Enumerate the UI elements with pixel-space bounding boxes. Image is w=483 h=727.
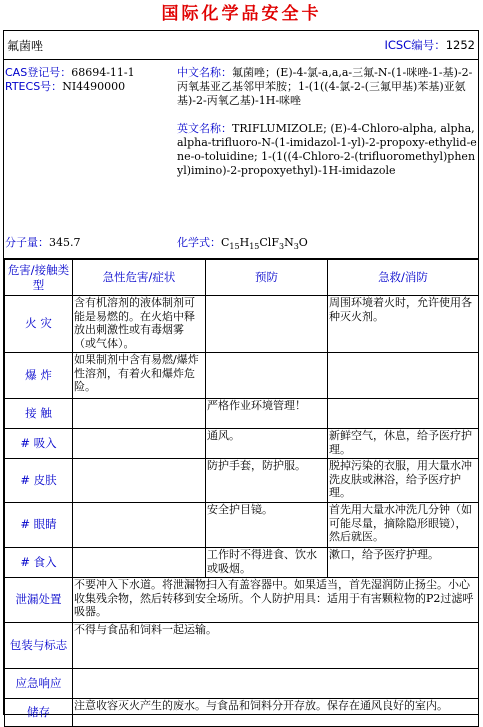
cell-prevention: 安全护目镜。	[206, 503, 328, 548]
row-spillage	[5, 578, 479, 623]
cell-acute	[73, 548, 206, 578]
cell-first-aid: 周围环境着火时，允许使用各种灭火剂。	[328, 296, 479, 353]
safety-card	[3, 30, 479, 719]
row-explosion	[5, 353, 479, 399]
storage-text: 注意收容灭火产生的废水。与食品和饲料分开存放。保存在通风良好的室内。	[73, 699, 479, 727]
cell-prevention: 工作时不得进食、饮水或吸烟。	[206, 548, 328, 578]
mw-value: 345.7	[49, 236, 81, 249]
name-bar	[4, 31, 478, 60]
mw-label: 分子量：	[5, 236, 49, 249]
english-name-block	[177, 122, 477, 178]
cell-acute	[73, 429, 206, 459]
cell-prevention: 通风。	[206, 429, 328, 459]
header-type: 危害/接触类型	[5, 260, 73, 296]
registry-numbers	[5, 66, 175, 94]
header-acute: 急性危害/症状	[73, 260, 206, 296]
cas-value: 68694-11-1	[71, 66, 135, 79]
cell-acute	[73, 399, 206, 429]
card-title: 国际化学品安全卡	[161, 4, 322, 24]
chemical-formula	[177, 236, 308, 254]
cell-first-aid: 脱掉污染的衣服，用大量水冲洗皮肤或淋浴，给予医疗护理。	[328, 459, 479, 503]
rtecs-label: RTECS号：	[5, 80, 63, 93]
molecular-weight	[5, 236, 81, 250]
row-skin	[5, 459, 479, 503]
cn-name-label: 中文名称：	[177, 66, 232, 79]
cell-acute	[73, 459, 206, 503]
row-inhalation	[5, 429, 479, 459]
pack-text: 不得与食品和饲料一起运输。	[73, 623, 479, 669]
hazard-table	[4, 259, 479, 727]
icsc-label: ICSC编号：	[384, 38, 446, 52]
row-label: # 食入	[5, 548, 73, 578]
row-fire	[5, 296, 479, 353]
spill-label: 泄漏处置	[5, 578, 73, 623]
chemical-name: 氟菌唑	[7, 38, 44, 53]
cn-name-value: 氟菌唑；(E)-4-氯-a,a,a-三氟-N-(1-咪唑-1-基)-2-丙氧基亚乙基邻甲苯胺；1-(1((4-氯-2-(三氟甲基)苯基)亚氨基)-2-丙氧乙基)-1H-咪唑	[177, 66, 473, 107]
header-first-aid: 急救/消防	[328, 260, 479, 296]
row-label: 爆 炸	[5, 353, 73, 399]
row-label: 火 灾	[5, 296, 73, 353]
cell-first-aid: 首先用大量水冲洗几分钟（如可能尽量，摘除隐形眼镜），然后就医。	[328, 503, 479, 548]
row-label: # 眼睛	[5, 503, 73, 548]
cell-prevention: 严格作业环境管理！	[206, 399, 328, 429]
header-prevention: 预防	[206, 260, 328, 296]
spill-text: 不要冲入下水道。将泄漏物扫入有盖容器中。如果适当，首先湿润防止扬尘。小心收集残余物，然后转移到安全场所。个人防护用具：适用于有害颗粒物的P2过滤呼吸器。	[73, 578, 479, 623]
table-header	[5, 260, 479, 296]
cell-acute	[73, 503, 206, 548]
formula-value: $C_{15}H_{15}ClF_3N_3O$	[221, 236, 308, 252]
en-name-value: TRIFLUMIZOLE; (E)-4-Chloro-alpha, alpha, alpha-trifluoro-N-(1-imidazol-1-yl)-2-propoxy-ethylid-ene-o-toluidine; 1-(1((4-Chloro-2-(trifluoromethyl)phenyl)imino)-2-propoxyethyl)-1H-imidazole	[177, 122, 477, 177]
cell-first-aid	[328, 399, 479, 429]
row-label: # 皮肤	[5, 459, 73, 503]
emergency-label: 应急响应	[5, 669, 73, 699]
icsc-value: 1252	[445, 38, 475, 52]
row-emergency	[5, 669, 479, 699]
row-eyes	[5, 503, 479, 548]
pack-label: 包装与标志	[5, 623, 73, 669]
cell-acute: 含有机溶剂的液体制剂可能是易燃的。在火焰中释放出刺激性或有毒烟雾（或气体）。	[73, 296, 206, 353]
formula-label: 化学式：	[177, 236, 221, 249]
names-block	[177, 66, 477, 178]
row-exposure	[5, 399, 479, 429]
cell-first-aid	[328, 353, 479, 399]
rtecs-value: NI4490000	[62, 80, 126, 93]
row-packaging	[5, 623, 479, 669]
cell-acute: 如果制剂中含有易燃/爆炸性溶剂，有着火和爆炸危险。	[73, 353, 206, 399]
cell-prevention: 防护手套，防护服。	[206, 459, 328, 503]
row-label: # 吸入	[5, 429, 73, 459]
identification-section	[4, 60, 478, 259]
storage-label: 储存	[5, 699, 73, 727]
cell-prevention	[206, 353, 328, 399]
row-label: 接 触	[5, 399, 73, 429]
emergency-text	[73, 669, 479, 699]
row-ingestion	[5, 548, 479, 578]
en-name-label: 英文名称：	[177, 122, 232, 135]
chinese-name-block	[177, 66, 477, 108]
icsc-number	[384, 37, 475, 53]
cell-first-aid: 漱口，给予医疗护理。	[328, 548, 479, 578]
cell-prevention	[206, 296, 328, 353]
row-storage	[5, 699, 479, 727]
cell-first-aid: 新鲜空气，休息，给予医疗护理。	[328, 429, 479, 459]
cas-label: CAS登记号：	[5, 66, 72, 79]
